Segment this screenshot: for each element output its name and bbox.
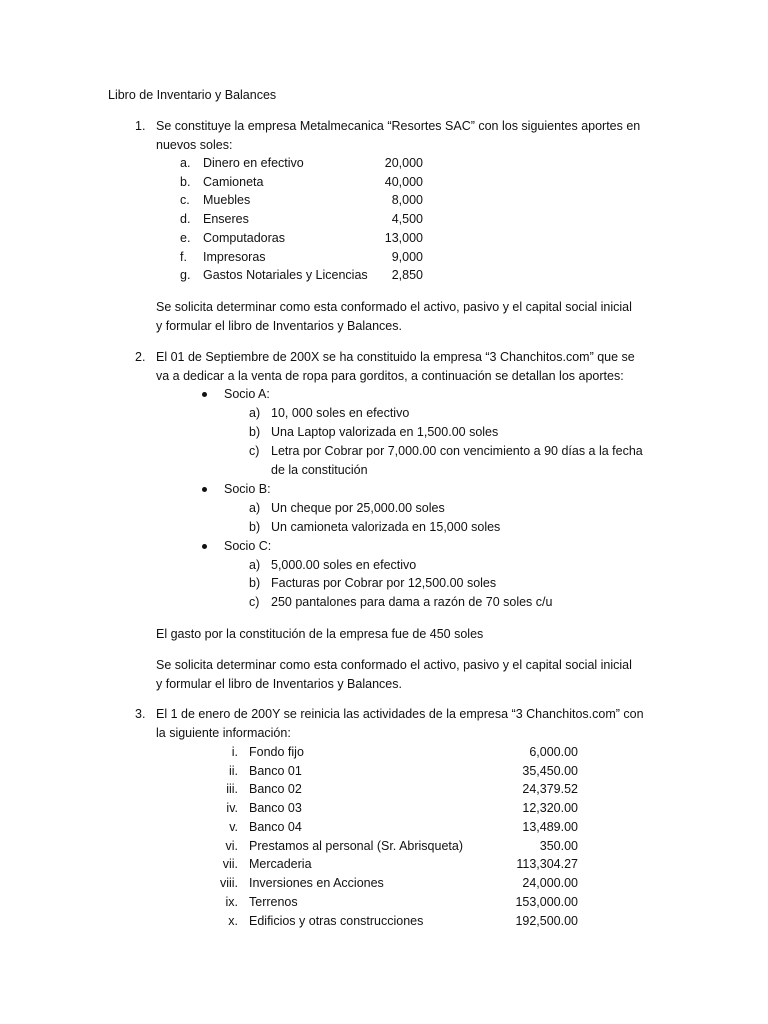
q3-item-marker: iv. (226, 801, 238, 815)
q3-item-label: Banco 04 (249, 820, 302, 834)
q1-item-marker: b. (180, 175, 191, 189)
q3-item-label: Banco 03 (249, 801, 302, 815)
socio-a-label: Socio A: (224, 387, 270, 401)
q1-number: 1. (135, 119, 146, 133)
socio-c-item-text: Facturas por Cobrar por 12,500.00 soles (271, 576, 497, 590)
socio-a-item-text: Letra por Cobrar por 7,000.00 con vencimiento a 90 días a la fecha (271, 444, 643, 458)
q3-item-marker: vi. (225, 839, 238, 853)
socio-a-item-marker: c) (249, 444, 260, 458)
q1-item-marker: a. (180, 156, 191, 170)
socio-c-item-marker: b) (249, 576, 261, 590)
q3-intro-line2: la siguiente información: (156, 726, 291, 740)
q3-item-marker: viii. (219, 876, 238, 890)
bullet-icon (202, 392, 207, 397)
q3-item-marker: i. (231, 745, 238, 759)
q3-item-marker: ii. (228, 764, 238, 778)
q1-item-value: 4,500 (391, 212, 423, 226)
socio-a-item-text: Una Laptop valorizada en 1,500.00 soles (271, 425, 499, 439)
q3-item-label: Fondo fijo (249, 745, 304, 759)
q3-item-marker: x. (228, 914, 238, 928)
q1-item-value: 13,000 (384, 231, 423, 245)
q3-item-marker: iii. (226, 782, 238, 796)
q2-request-line1: Se solicita determinar como esta conformado el activo, pasivo y el capital social inicial (156, 658, 632, 672)
q1-item-label: Enseres (203, 212, 249, 226)
q2-intro-line1: El 01 de Septiembre de 200X se ha constituido la empresa “3 Chanchitos.com” que se (156, 350, 635, 364)
socio-b-item-text: Un cheque por 25,000.00 soles (271, 501, 445, 515)
q1-item-value: 9,000 (391, 250, 423, 264)
q1-item-marker: f. (180, 250, 187, 264)
socio-c-item-text: 5,000.00 soles en efectivo (271, 558, 417, 572)
document-title: Libro de Inventario y Balances (108, 88, 277, 102)
q3-item-value: 113,304.27 (516, 857, 578, 871)
q3-item-label: Banco 01 (249, 764, 302, 778)
socio-a-item-text-cont: de la constitución (271, 463, 368, 477)
q3-item-marker: ix. (225, 895, 238, 909)
q3-item-marker: v. (229, 820, 238, 834)
socio-b-item-marker: a) (249, 501, 261, 515)
q1-item-label: Gastos Notariales y Licencias (203, 268, 368, 282)
q3-number: 3. (135, 707, 146, 721)
q3-item-value: 24,379.52 (522, 782, 578, 796)
socio-c-item-marker: a) (249, 558, 261, 572)
socio-b-label: Socio B: (224, 482, 271, 496)
q1-request-line1: Se solicita determinar como esta conformado el activo, pasivo y el capital social inicial (156, 300, 632, 314)
q1-item-marker: e. (180, 231, 191, 245)
q3-item-value: 12,320.00 (522, 801, 578, 815)
socio-c-label: Socio C: (224, 539, 272, 553)
q1-item-label: Camioneta (203, 175, 264, 189)
bullet-icon (202, 544, 207, 549)
q3-item-label: Edificios y otras construcciones (249, 914, 424, 928)
q1-item-label: Impresoras (203, 250, 266, 264)
q1-item-label: Computadoras (203, 231, 285, 245)
q1-item-value: 2,850 (391, 268, 423, 282)
q1-request-line2: y formular el libro de Inventarios y Balances. (156, 319, 402, 333)
q1-item-marker: c. (180, 193, 190, 207)
q2-number: 2. (135, 350, 146, 364)
bullet-icon (202, 487, 207, 492)
socio-c-item-marker: c) (249, 595, 260, 609)
q1-item-value: 40,000 (384, 175, 423, 189)
q1-item-value: 8,000 (391, 193, 423, 207)
q3-item-label: Prestamos al personal (Sr. Abrisqueta) (249, 839, 463, 853)
socio-a-item-marker: a) (249, 406, 261, 420)
q3-item-value: 35,450.00 (522, 764, 578, 778)
q3-item-value: 350.00 (539, 839, 578, 853)
q3-item-value: 6,000.00 (529, 745, 578, 759)
socio-a-item-marker: b) (249, 425, 261, 439)
q3-item-label: Terrenos (249, 895, 298, 909)
q3-item-marker: vii. (222, 857, 238, 871)
q2-intro-line2: va a dedicar a la venta de ropa para gorditos, a continuación se detallan los aportes: (156, 369, 624, 383)
socio-b-item-text: Un camioneta valorizada en 15,000 soles (271, 520, 501, 534)
q1-item-marker: g. (180, 268, 191, 282)
q3-item-label: Banco 02 (249, 782, 302, 796)
q3-item-value: 13,489.00 (522, 820, 578, 834)
q3-item-value: 153,000.00 (515, 895, 578, 909)
q1-item-value: 20,000 (384, 156, 423, 170)
q3-item-label: Inversiones en Acciones (249, 876, 384, 890)
q3-item-label: Mercaderia (249, 857, 312, 871)
q2-expense-note: El gasto por la constitución de la empresa fue de 450 soles (156, 627, 484, 641)
q3-item-value: 24,000.00 (522, 876, 578, 890)
q1-intro-line2: nuevos soles: (156, 138, 233, 152)
q1-item-label: Dinero en efectivo (203, 156, 304, 170)
socio-b-item-marker: b) (249, 520, 261, 534)
q1-item-marker: d. (180, 212, 191, 226)
q3-intro-line1: El 1 de enero de 200Y se reinicia las actividades de la empresa “3 Chanchitos.com” con (156, 707, 644, 721)
q3-item-value: 192,500.00 (515, 914, 578, 928)
q2-request-line2: y formular el libro de Inventarios y Balances. (156, 677, 402, 691)
q1-intro-line1: Se constituye la empresa Metalmecanica “Resortes SAC” con los siguientes aportes en (156, 119, 641, 133)
socio-a-item-text: 10, 000 soles en efectivo (271, 406, 410, 420)
socio-c-item-text: 250 pantalones para dama a razón de 70 soles c/u (271, 595, 553, 609)
q1-item-label: Muebles (203, 193, 251, 207)
